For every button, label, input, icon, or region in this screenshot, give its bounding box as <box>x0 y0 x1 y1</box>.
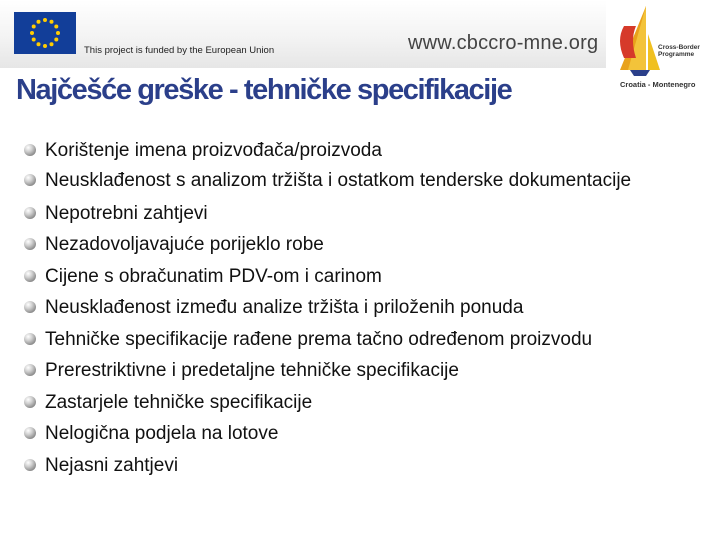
bullet-icon <box>24 207 36 219</box>
bullet-icon <box>24 144 36 156</box>
list-item-text: Nezadovoljavajuće porijeklo robe <box>45 234 324 255</box>
list-item <box>20 418 710 450</box>
programme-logo <box>606 0 720 96</box>
bullet-icon <box>24 174 36 186</box>
logo-countries: Croatia - Montenegro <box>620 80 696 89</box>
logo-program-line-1: Cross-Border <box>658 44 700 51</box>
list-item-text: Prerestriktivne i predetaljne tehničke specifikacije <box>45 360 459 381</box>
list-item-text: Tehničke specifikacije rađene prema tačno određenom proizvodu <box>45 328 593 350</box>
bullet-list <box>20 135 710 481</box>
logo-program-line-2: Programme <box>658 51 695 58</box>
list-item-text: Zastarjele tehničke specifikacije <box>45 391 313 413</box>
list-item <box>20 355 710 387</box>
list-item-text: Korištenje imena proizvođača/proizvoda <box>45 140 382 161</box>
list-item-text: Neusklađenost između analize tržišta i priloženih ponuda <box>45 297 524 318</box>
bullet-icon <box>24 396 36 408</box>
list-item <box>20 261 710 293</box>
slide-title: Najčešće greške - tehničke specifikacije <box>16 74 512 106</box>
list-item <box>20 450 710 482</box>
bullet-icon <box>24 459 36 471</box>
list-item-text: Neusklađenost s analizom tržišta i ostatkom tenderske dokumentacije <box>45 169 632 191</box>
bullet-icon <box>24 427 36 439</box>
bullet-icon <box>24 270 36 282</box>
list-item-text: Nejasni zahtjevi <box>45 454 179 476</box>
list-item <box>20 198 710 230</box>
website-url: www.cbccro-mne.org <box>408 32 599 54</box>
list-item-text: Nelogična podjela na lotove <box>45 423 279 444</box>
logo-program-name <box>658 44 700 58</box>
bullet-icon <box>24 301 36 313</box>
bullet-icon <box>24 238 36 250</box>
list-item <box>20 387 710 419</box>
bullet-icon <box>24 333 36 345</box>
list-item-text: Cijene s obračunatim PDV-om i carinom <box>45 265 382 287</box>
list-item <box>20 229 710 261</box>
list-item-text: Nepotrebni zahtjevi <box>45 202 208 224</box>
eu-flag-icon <box>14 12 76 54</box>
list-item <box>20 135 710 167</box>
list-item <box>20 167 710 198</box>
list-item <box>20 324 710 356</box>
eu-funding-caption: This project is funded by the European Union <box>84 45 275 56</box>
list-item <box>20 292 710 324</box>
bullet-icon <box>24 364 36 376</box>
